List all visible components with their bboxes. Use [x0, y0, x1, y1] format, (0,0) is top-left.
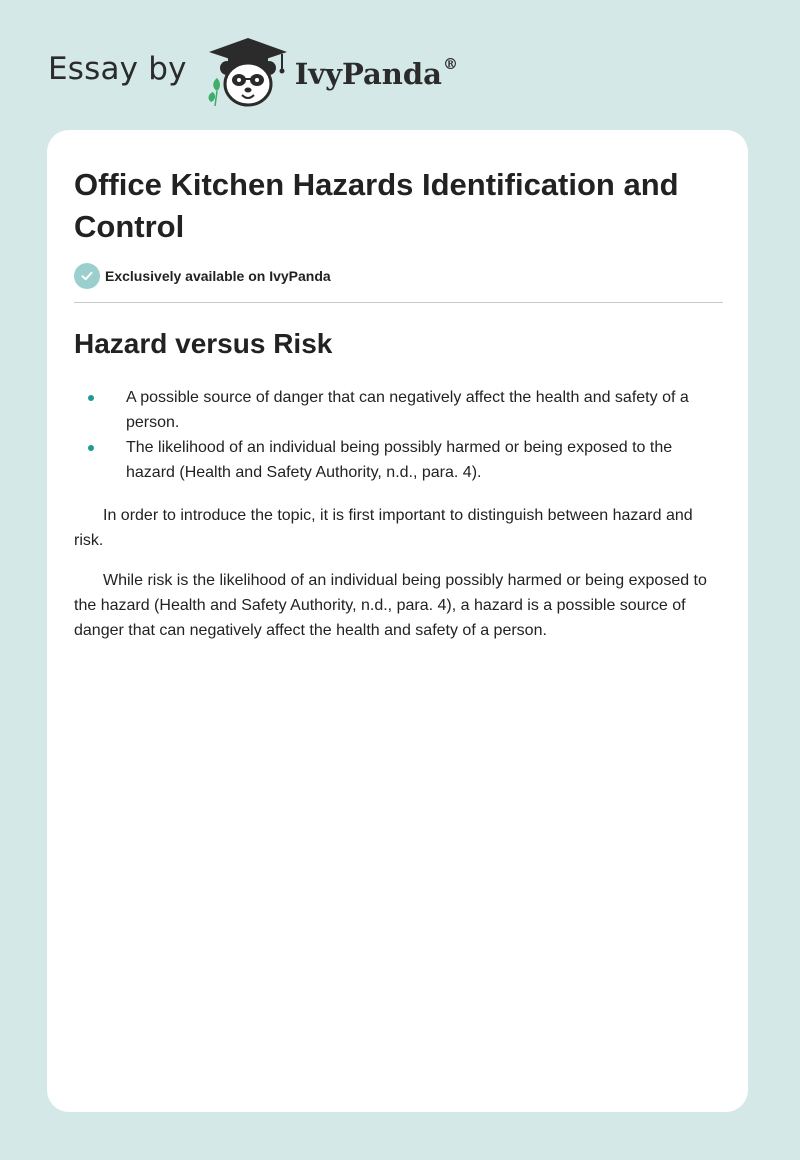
exclusive-badge	[74, 263, 331, 289]
brand-name	[295, 57, 458, 91]
list-item	[74, 385, 723, 435]
list-item	[74, 435, 723, 485]
essay-card	[47, 130, 748, 1112]
registered-mark: ®	[442, 55, 458, 74]
brand-header	[48, 36, 458, 108]
essay-by-label: Essay by	[48, 51, 187, 87]
brand-name-text: IvyPanda	[294, 57, 442, 91]
list-item-text: A possible source of danger that can negatively affect the health and safety of a person.	[126, 389, 689, 431]
bullet-list	[74, 385, 723, 485]
panda-graduation-cap-icon	[203, 36, 293, 108]
bullet-icon	[88, 445, 94, 451]
bullet-icon	[88, 395, 94, 401]
section-heading: Hazard versus Risk	[74, 328, 333, 359]
list-item-text: The likelihood of an individual being possibly harmed or being exposed to the hazard (Health and Safety Authority, n.d., para. 4).	[126, 439, 673, 481]
exclusive-text: Exclusively available on IvyPanda	[105, 268, 331, 284]
body-paragraph: In order to introduce the topic, it is first important to distinguish between hazard and risk.	[74, 507, 693, 549]
check-icon	[74, 263, 100, 289]
essay-title: Office Kitchen Hazards Identification and Control	[74, 167, 679, 244]
body-paragraph: While risk is the likelihood of an individual being possibly harmed or being exposed to the hazard (Health and Safety Authority, n.d., para. 4), a hazard is a possible source of danger that can negatively affect the health and safety of a person.	[74, 572, 707, 639]
divider	[74, 302, 723, 303]
